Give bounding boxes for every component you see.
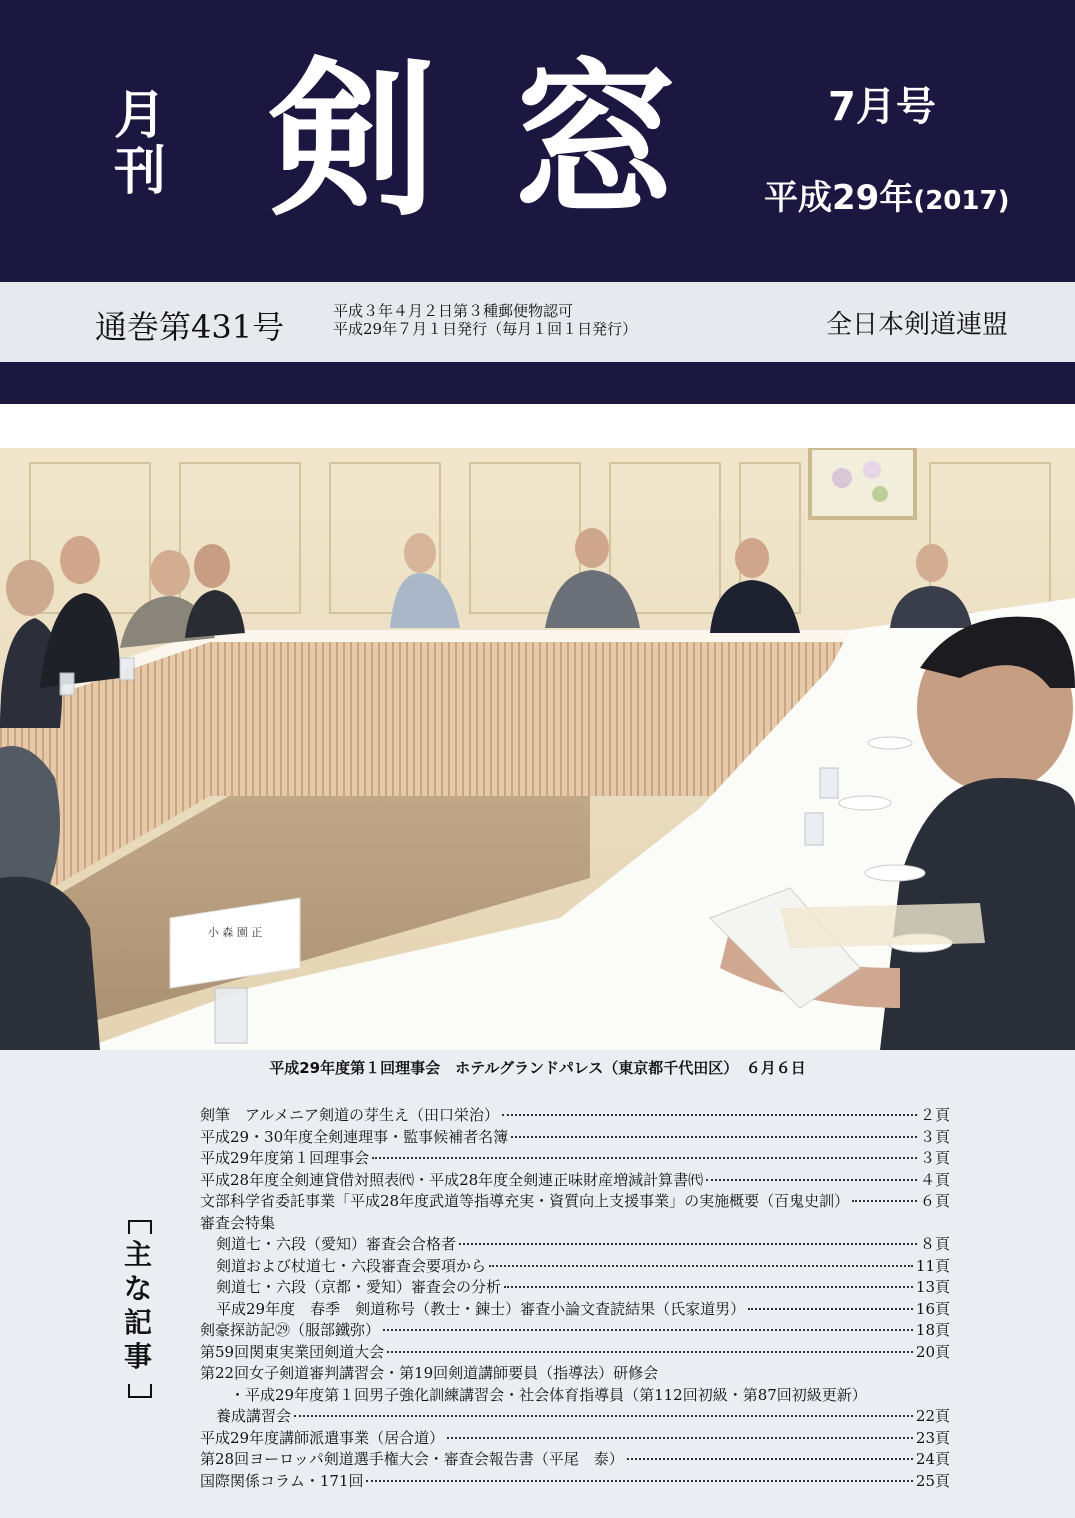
gekkan-label [110,88,170,200]
label-char: 主 [123,1238,152,1271]
toc-leader-dots [627,1458,913,1460]
toc-entry-title: 平成28年度全剣連貸借対照表㈹・平成28年度全剣連正味財産増減計算書㈹ [200,1170,704,1189]
publisher-name: 全日本剣道連盟 [826,310,1009,340]
toc-entry-page: ２頁 [919,1106,950,1124]
gekkan-char-2: 刊 [113,142,166,202]
toc-entry-title: 剣道七・六段（愛知）審査会合格者 [216,1235,457,1253]
toc-entry-title: 第22回女子剣道審判講習会・第19回剣道講師要員（指導法）研修会 [200,1364,659,1382]
toc-entry [200,1470,950,1492]
toc-leader-dots [511,1136,917,1138]
toc-entry-page: 22頁 [915,1407,950,1425]
toc-entry-title: 第59回関東実業団剣道大会 [200,1342,385,1361]
photo-caption: 平成29年度第１回理事会 ホテルグランドパレス（東京都千代田区） ６月６日 [269,1059,806,1077]
toc-leader-dots [366,1480,912,1482]
issue-year [764,170,1009,219]
spacer [0,404,1075,448]
toc-entry-title: 平成29年度 春季 剣道称号（教士・錬士）審査小論文査読結果（氏家道男） [216,1299,746,1318]
bracket-bottom [128,1384,152,1398]
postal-line-2: 平成29年７月１日発行（毎月１回１日発行） [333,320,638,338]
toc-entry-title: 審査会特集 [200,1213,276,1232]
main-articles-label [118,1220,158,1398]
bracket-top [128,1220,152,1234]
table-of-contents [200,1104,950,1491]
toc-entry-title: 平成29年度第１回理事会 [200,1149,370,1167]
toc-entry-page: 20頁 [915,1342,950,1361]
cover-photo-meeting [0,448,1075,1050]
toc-leader-dots [387,1351,913,1353]
postal-line-1: 平成３年４月２日第３種郵便物認可 [333,302,574,320]
toc-entry-title: 剣道および杖道七・六段審査会要項から [216,1256,487,1275]
toc-entry-page: 23頁 [915,1428,950,1447]
toc-entry-title: 平成29・30年度全剣連理事・監事候補者名簿 [200,1127,509,1146]
toc-entry [200,1233,950,1255]
toc-entry-title: ・平成29年度第１回男子強化訓練講習会・社会体育指導員（第112回初級・第87回初級更新） [230,1385,867,1404]
toc-entry [200,1212,950,1234]
toc-entry [200,1255,950,1277]
toc-entry-title: 文部科学省委託事業「平成28年度武道等指導充実・資質向上支援事業」の実施概要（百鬼史訓） [200,1192,850,1210]
label-char: 記 [123,1306,152,1339]
toc-entry-page: 13頁 [915,1278,950,1296]
postal-notice [333,302,637,338]
toc-leader-dots [852,1200,917,1202]
toc-entry [200,1104,950,1126]
toc-entry-page: ８頁 [919,1235,950,1253]
toc-leader-dots [372,1157,917,1159]
toc-entry-title: 剣筆 アルメニア剣道の芽生え（田口栄治） [200,1106,499,1124]
volume-number: 通巻第431号 [95,308,285,346]
toc-entry-page: ４頁 [919,1170,950,1189]
toc-entry [200,1362,950,1384]
title-char-ken: 剣 [268,41,436,239]
toc-entry-page: ３頁 [919,1149,950,1167]
issue-year-western: (2017) [913,186,1010,216]
toc-leader-dots [489,1265,913,1267]
toc-entry [200,1190,950,1212]
toc-leader-dots [383,1329,913,1331]
toc-entry [200,1319,950,1341]
toc-leader-dots [502,1114,917,1116]
toc-entry [200,1384,950,1406]
toc-entry [200,1448,950,1470]
toc-entry-page: 16頁 [915,1299,950,1318]
toc-leader-dots [748,1308,913,1310]
masthead [0,0,1075,282]
toc-entry-page: 11頁 [915,1256,950,1275]
toc-entry [200,1276,950,1298]
toc-entry-page: 18頁 [915,1321,950,1339]
gekkan-char-1: 月 [113,86,166,146]
toc-entry-title: 第28回ヨーロッパ剣道選手権大会・審査会報告書（平尾 泰） [200,1450,624,1468]
main-articles-text [118,1238,158,1374]
info-band [0,282,1075,362]
toc-entry [200,1169,950,1191]
toc-leader-dots [294,1415,913,1417]
toc-entry [200,1405,950,1427]
toc-entry-page: 24頁 [915,1450,950,1468]
toc-leader-dots [706,1179,917,1181]
toc-leader-dots [459,1243,917,1245]
toc-leader-dots [447,1437,913,1439]
toc-entry [200,1147,950,1169]
toc-entry-title: 養成講習会 [216,1407,292,1425]
toc-leader-dots [504,1286,913,1288]
toc-entry [200,1298,950,1320]
toc-entry-page: ６頁 [919,1192,950,1210]
name-card-text: 小 森 園 正 [207,926,263,939]
toc-entry-page: ３頁 [919,1127,950,1146]
toc-entry-title: 国際関係コラム・171回 [200,1471,364,1490]
toc-entry-title: 剣道七・六段（京都・愛知）審査会の分析 [216,1278,502,1296]
title-char-so: 窓 [510,41,678,239]
issue-month: 7月号 [828,84,936,130]
label-char: 事 [123,1340,152,1373]
issue-year-era: 平成29年 [764,178,914,218]
toc-entry [200,1126,950,1148]
masthead-bottom-stripe [0,362,1075,404]
toc-entry-title: 平成29年度講師派遣事業（居合道） [200,1428,445,1447]
toc-entry-page: 25頁 [915,1471,950,1490]
label-char: な [123,1272,152,1305]
toc-entry [200,1427,950,1449]
toc-entry-title: 剣豪探訪記㉙（服部鐵弥） [200,1321,381,1339]
toc-entry [200,1341,950,1363]
